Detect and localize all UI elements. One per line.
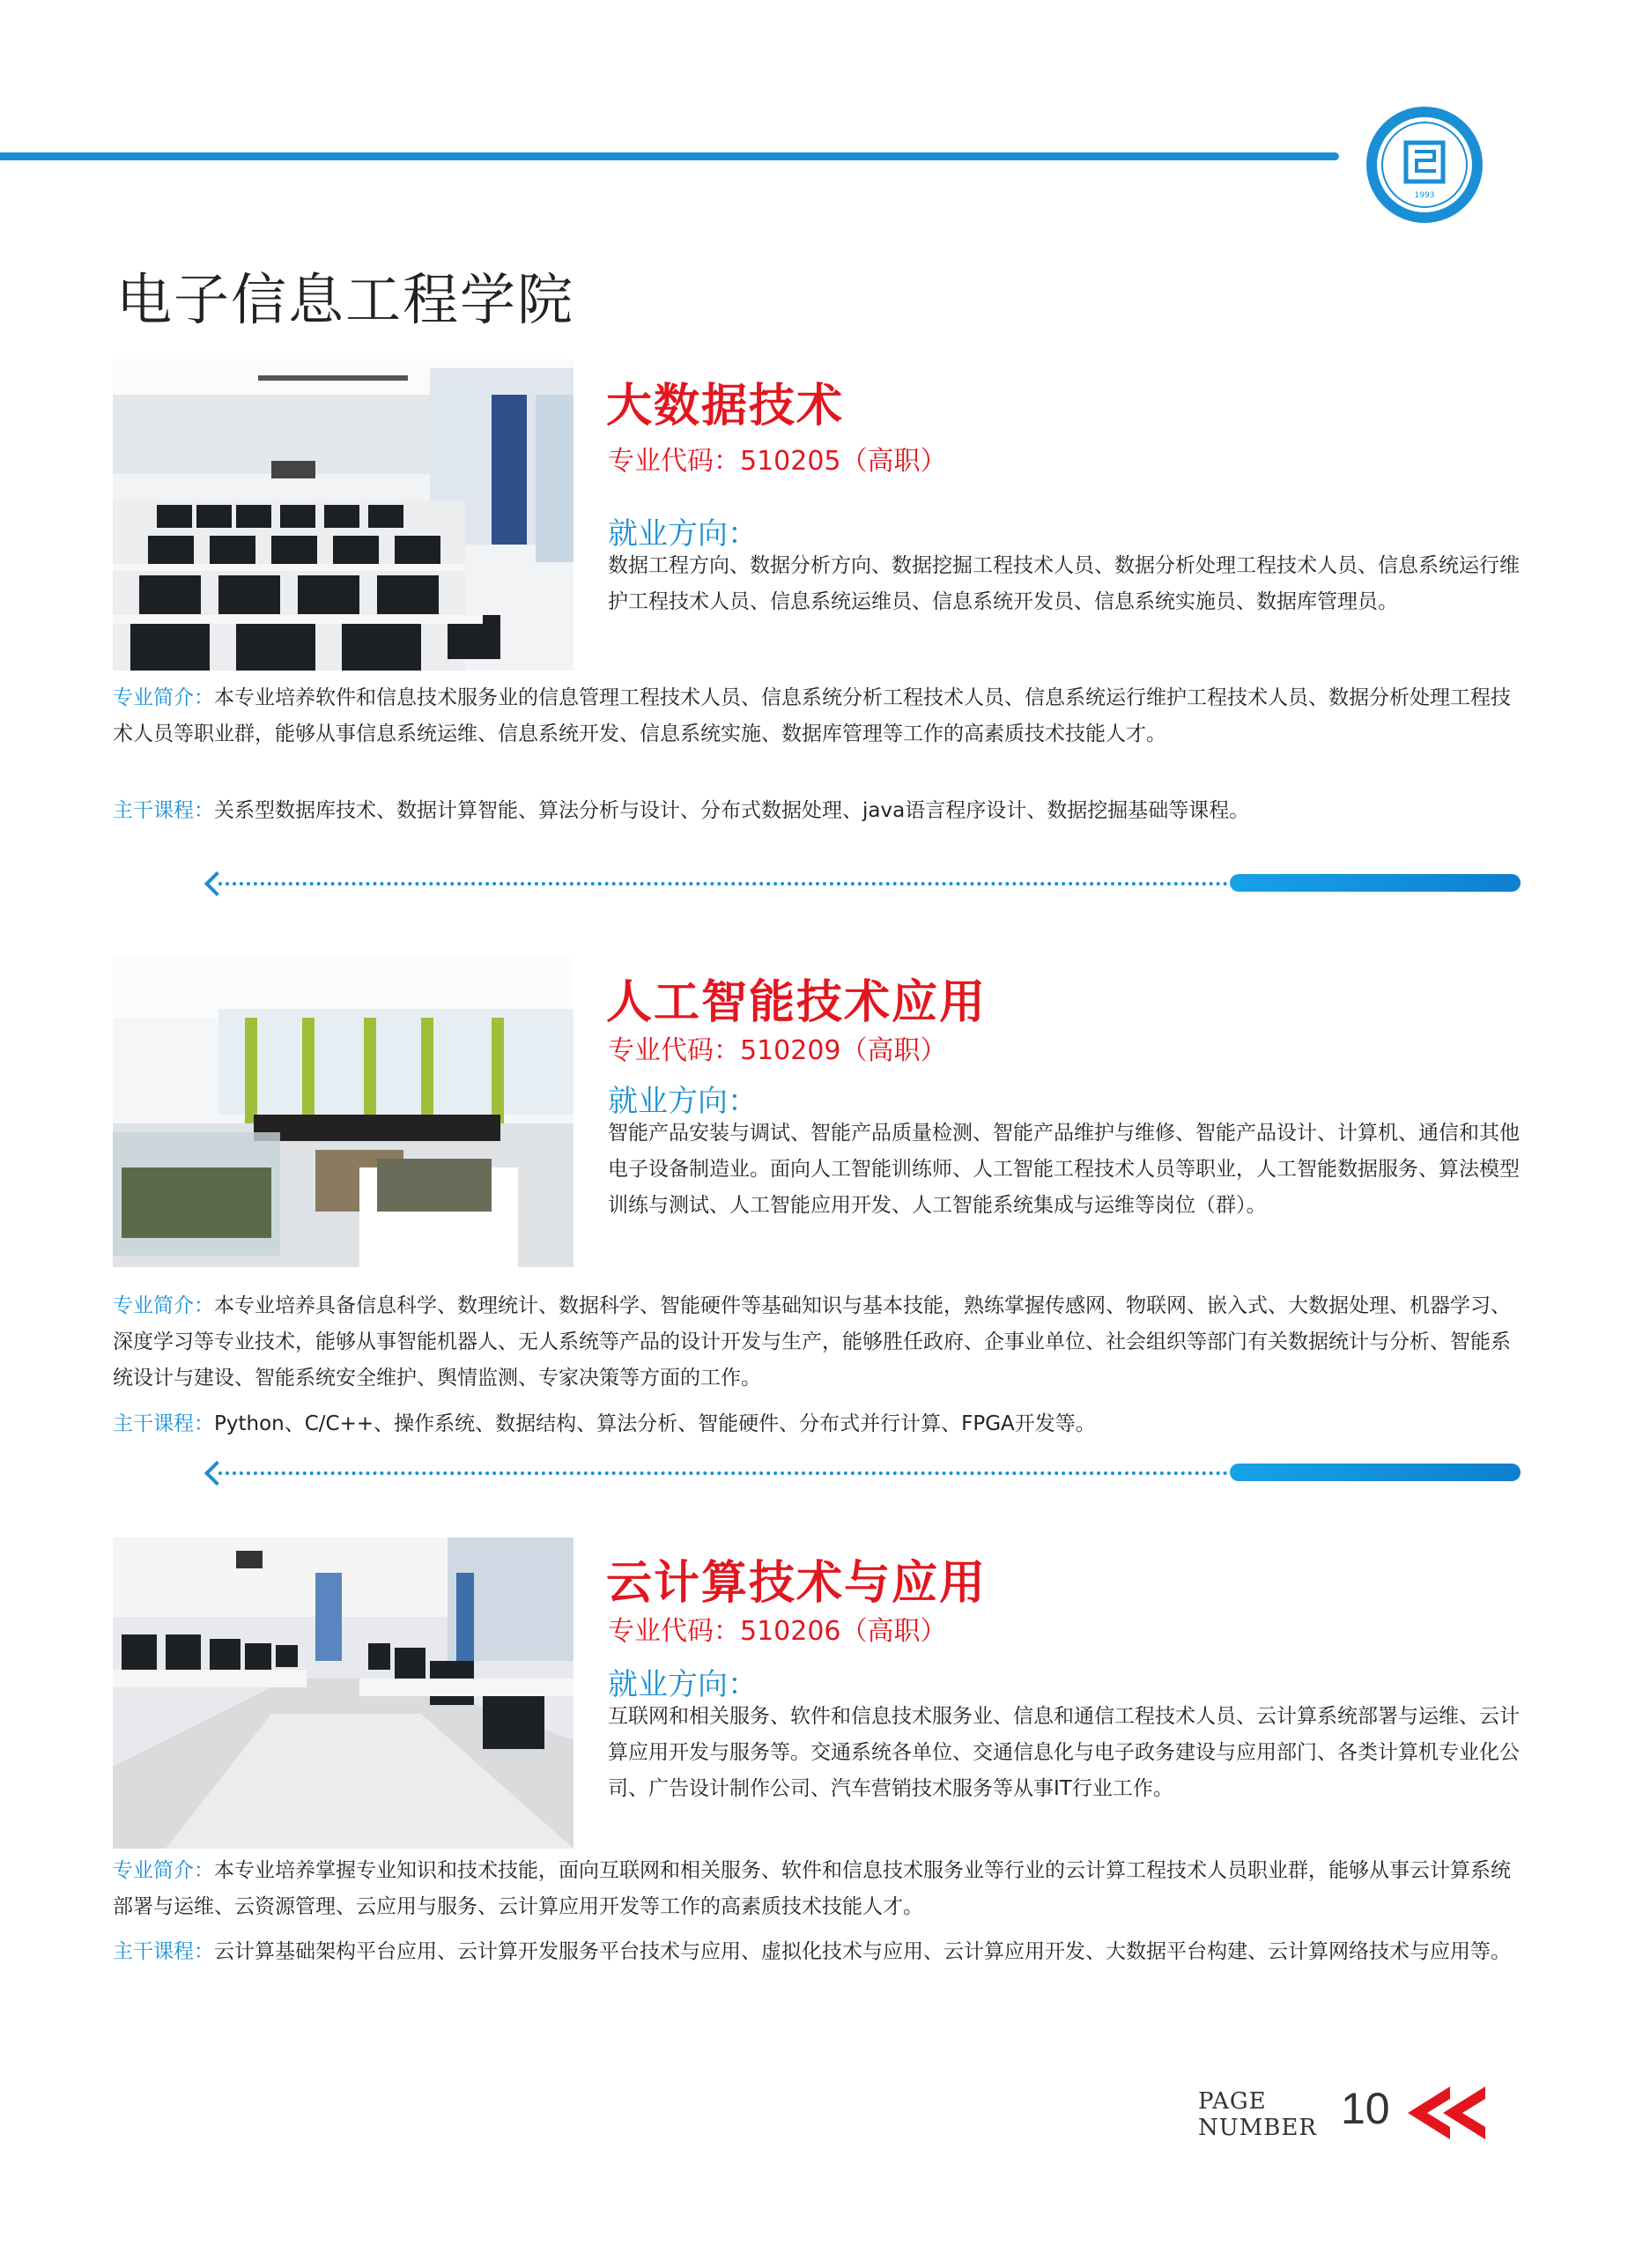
direction-text-big-data: 数据工程方向、数据分析方向、数据挖掘工程技术人员、数据分析处理工程技术人员、信息系统运行维护工程技术人员、信息系统运维员、信息系统开发员、信息系统实施员、数据库管理员。 bbox=[608, 554, 1520, 613]
intro-label: 专业简介： bbox=[113, 1294, 214, 1317]
intro-text: 本专业培养掌握专业知识和技术技能，面向互联网和相关服务、软件和信息技术服务业等行业的云计算工程技术人员职业群，能够从事云计算系统部署与运维、云资源管理、云应用与服务、云计算应用开发等工作的高素质技术技能人才。 bbox=[113, 1859, 1511, 1918]
page-label-line2: NUMBER bbox=[1198, 2115, 1317, 2141]
page-label-line1: PAGE bbox=[1198, 2088, 1267, 2115]
courses-label: 主干课程： bbox=[113, 799, 214, 822]
intro-big-data bbox=[113, 680, 1528, 752]
direction-text-ai: 智能产品安装与调试、智能产品质量检测、智能产品维护与维修、智能产品设计、计算机、通信和其他电子设备制造业。面向人工智能训练师、人工智能工程技术人员等职业，人工智能数据服务、算法模型训练与测试、人工智能应用开发、人工智能系统集成与运维等岗位（群）。 bbox=[608, 1122, 1520, 1217]
direction-title-big-data: 就业方向： bbox=[608, 516, 758, 552]
direction-text-cloud: 互联网和相关服务、软件和信息技术服务业、信息和通信工程技术人员、云计算系统部署与运维、云计算应用开发与服务等。交通系统各单位、交通信息化与电子政务建设与应用部门、各类计算机专业化公司、广告设计制作公司、汽车营销技术服务等从事IT行业工作。 bbox=[608, 1705, 1520, 1800]
major-code-ai: 专业代码：510209（高职） bbox=[608, 1035, 947, 1066]
svg-text:1993: 1993 bbox=[1414, 191, 1435, 200]
direction-title-cloud: 就业方向： bbox=[608, 1667, 758, 1702]
college-logo bbox=[1364, 104, 1485, 226]
courses-text: 关系型数据库技术、数据计算智能、算法分析与设计、分布式数据处理、java语言程序设计、数据挖掘基础等课程。 bbox=[214, 799, 1250, 822]
intro-cloud bbox=[113, 1853, 1528, 1925]
direction-title-ai: 就业方向： bbox=[608, 1084, 758, 1119]
intro-label: 专业简介： bbox=[113, 1859, 214, 1882]
intro-label: 专业简介： bbox=[113, 686, 214, 709]
major-code-cloud: 专业代码：510206（高职） bbox=[608, 1616, 947, 1647]
courses-ai bbox=[113, 1406, 1528, 1442]
major-name-big-data: 大数据技术 bbox=[606, 380, 845, 433]
ai-lab-photo bbox=[113, 956, 574, 1267]
cloud-lab-photo bbox=[113, 1538, 574, 1849]
courses-label: 主干课程： bbox=[113, 1412, 214, 1435]
intro-ai bbox=[113, 1288, 1528, 1397]
major-name-cloud: 云计算技术与应用 bbox=[606, 1557, 988, 1610]
big-data-lab-photo bbox=[113, 359, 574, 671]
page-number-label bbox=[1198, 2088, 1317, 2141]
major-code-big-data: 专业代码：510205（高职） bbox=[608, 446, 947, 477]
courses-big-data bbox=[113, 793, 1528, 829]
intro-text: 本专业培养软件和信息技术服务业的信息管理工程技术人员、信息系统分析工程技术人员、信息系统运行维护工程技术人员、数据分析处理工程技术人员等职业群，能够从事信息系统运维、信息系统开发、信息系统实施、数据库管理等工作的高素质技术技能人才。 bbox=[113, 686, 1511, 745]
page-title: 电子信息工程学院 bbox=[116, 268, 574, 332]
courses-cloud bbox=[113, 1934, 1528, 1970]
intro-text: 本专业培养具备信息科学、数理统计、数据科学、智能硬件等基础知识与基本技能，熟练掌握传感网、物联网、嵌入式、大数据处理、机器学习、深度学习等专业技术，能够从事智能机器人、无人系统等产品的设计开发与生产，能够胜任政府、企事业单位、社会组织等部门有关数据统计与分析、智能系统设计与建设、智能系统安全维护、舆情监测、专家决策等方面的工作。 bbox=[113, 1294, 1511, 1390]
header-rule bbox=[0, 152, 1339, 160]
page-number: 10 bbox=[1341, 2084, 1390, 2133]
courses-label: 主干课程： bbox=[113, 1940, 214, 1963]
section-divider bbox=[208, 1463, 1521, 1484]
courses-text: Python、C/C++、操作系统、数据结构、算法分析、智能硬件、分布式并行计算、FPGA开发等。 bbox=[214, 1412, 1096, 1435]
double-chevron-left-icon bbox=[1408, 2086, 1492, 2139]
major-name-ai: 人工智能技术应用 bbox=[606, 976, 988, 1029]
courses-text: 云计算基础架构平台应用、云计算开发服务平台技术与应用、虚拟化技术与应用、云计算应用开发、大数据平台构建、云计算网络技术与应用等。 bbox=[214, 1940, 1511, 1963]
section-divider bbox=[208, 873, 1521, 894]
